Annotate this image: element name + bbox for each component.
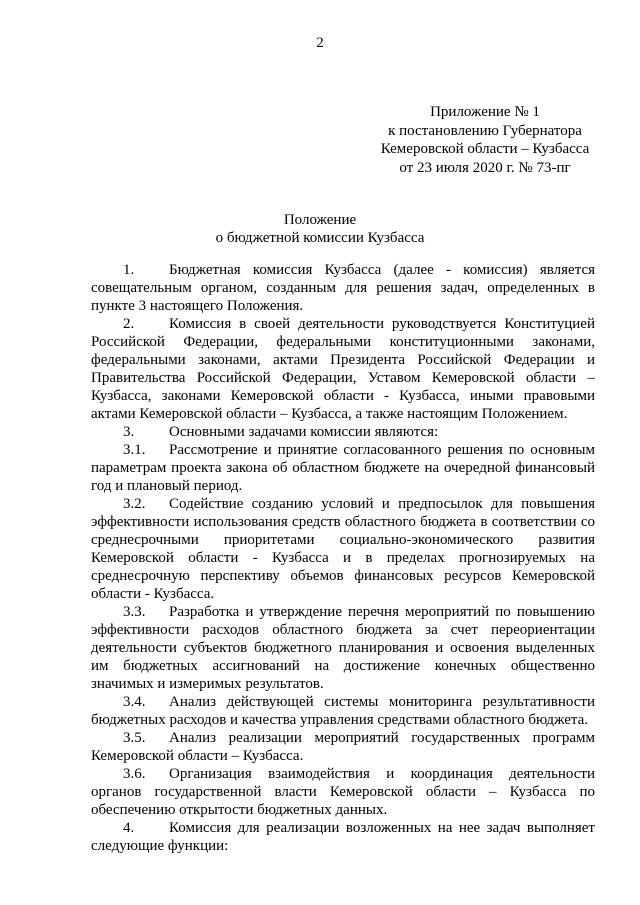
appendix-line: от 23 июля 2020 г. № 73-пг — [399, 159, 571, 176]
appendix-header — [370, 103, 600, 177]
paragraph-4 — [91, 819, 595, 855]
paragraph-text: Рассмотрение и принятие согласованного решения по основным параметрам проекта закона об областном бюджете на очередной финансовый год и плановый период. — [91, 442, 595, 494]
paragraph-number: 3.5. — [123, 730, 146, 746]
paragraph-text: Организация взаимодействия и координация деятельности органов государственной власти Кемеровской области – Кузбасса по обеспечению открытости бюджетных данных. — [91, 766, 595, 818]
paragraph-3-5 — [91, 729, 595, 765]
paragraph-3-6 — [91, 765, 595, 819]
paragraph-number: 3.4. — [123, 694, 146, 710]
paragraph-number: 3. — [123, 424, 135, 440]
paragraph-number: 3.1. — [123, 442, 146, 458]
paragraph-text: Содействие созданию условий и предпосылок для повышения эффективности использования средств областного бюджета в соответствии со среднесрочными приоритетами социально-экономического развития Кемеровской области - Кузбасса и в пределах прогнозируемых на среднесрочную перспективу объемов финансовых ресурсов Кемеровской области - Кузбасса. — [91, 496, 595, 602]
paragraph-3-3 — [91, 603, 595, 693]
paragraph-number: 4. — [123, 820, 135, 836]
paragraph-2 — [91, 315, 595, 423]
paragraph-3-4 — [91, 693, 595, 729]
paragraph-number: 2. — [123, 316, 135, 332]
paragraph-text: Анализ действующей системы мониторинга результативности бюджетных расходов и качества управления средствами областного бюджета. — [91, 694, 595, 728]
document-body — [91, 261, 595, 855]
paragraph-text: Анализ реализации мероприятий государственных программ Кемеровской области – Кузбасса. — [91, 730, 595, 764]
paragraph-text: Основными задачами комиссии являются: — [169, 424, 439, 440]
appendix-line: Кемеровской области – Кузбасса — [380, 141, 590, 157]
paragraph-number: 1. — [123, 262, 135, 278]
paragraph-1 — [91, 261, 595, 315]
paragraph-text: Комиссия для реализации возложенных на нее задач выполняет следующие функции: — [91, 820, 595, 854]
appendix-line: Приложение № 1 — [430, 104, 540, 120]
paragraph-3-2 — [91, 495, 595, 603]
paragraph-number: 3.6. — [123, 766, 146, 782]
paragraph-3 — [91, 423, 595, 441]
paragraph-text: Разработка и утверждение перечня мероприятий по повышению эффективности расходов областного бюджета за счет переориентации деятельности субъектов бюджетного планирования и освоения выделенных им бюджетных ассигнований на достижение конечных общественно значимых и измеримых результатов. — [91, 604, 595, 692]
title-line: о бюджетной комиссии Кузбасса — [215, 230, 425, 246]
paragraph-3-1 — [91, 441, 595, 495]
paragraph-text: Комиссия в своей деятельности руководствуется Конституцией Российской Федерации, федеральными конституционными законами, федеральными законами, актами Президента Российской Федерации и Правительства Российской Федерации, Уставом Кемеровской области – Кузбасса, законами Кемеровской области - Кузбасса, иными правовыми актами Кемеровской области – Кузбасса, а также настоящим Положением. — [91, 316, 595, 422]
paragraph-text: Бюджетная комиссия Кузбасса (далее - комиссия) является совещательным органом, созданным для решения задач, определенных в пункте 3 настоящего Положения. — [91, 262, 595, 314]
paragraph-number: 3.3. — [123, 604, 146, 620]
paragraph-number: 3.2. — [123, 496, 146, 512]
title-line: Положение — [283, 212, 357, 228]
document-title — [0, 211, 640, 247]
appendix-line: к постановлению Губернатора — [388, 122, 582, 139]
page-number: 2 — [316, 35, 324, 51]
